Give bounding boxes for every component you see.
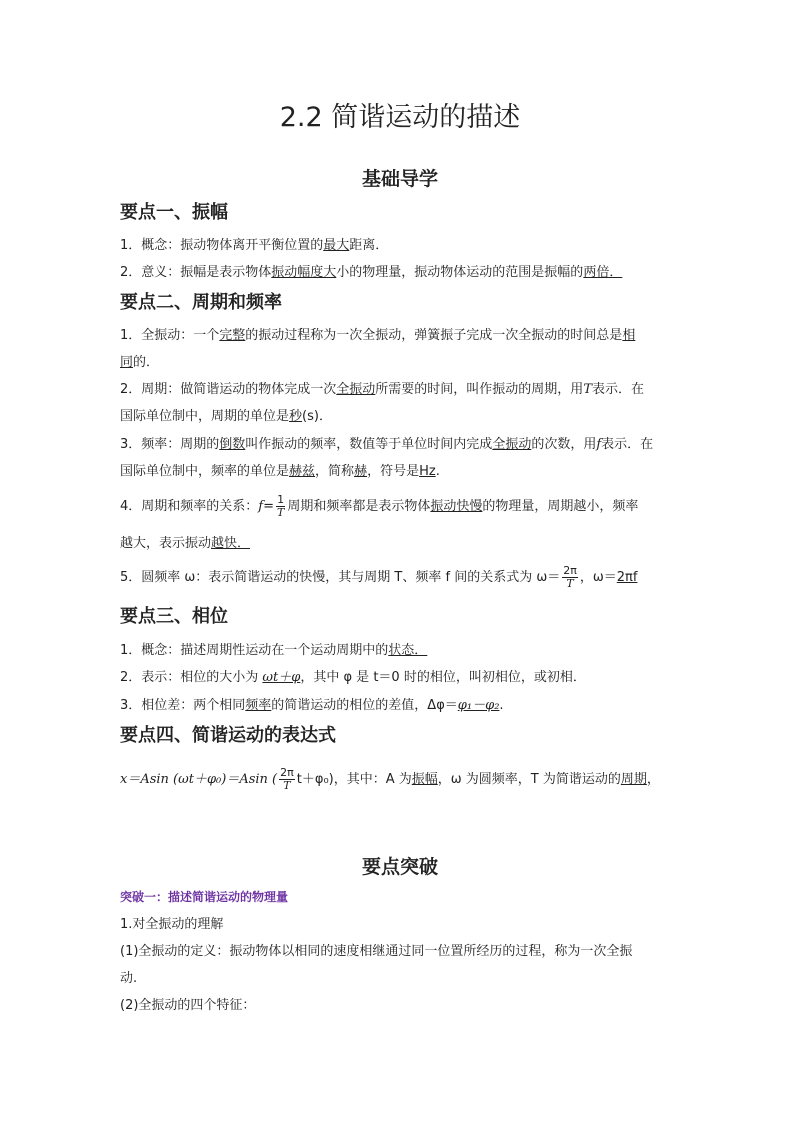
page-title: 2.2 简谐运动的描述 — [279, 102, 521, 133]
breakthrough-line-2: (1)全振动的定义：振动物体以相同的速度相继通过同一位置所经历的过程，称为一次全振 — [120, 944, 633, 959]
phase-line-3: 3．相位差：两个相同频率的简谐运动的相位的差值，Δφ＝φ₁－φ₂. — [120, 698, 504, 713]
period-line-3b: 国际单位制中，频率的单位是赫兹，简称赫，符号是Hz. — [120, 464, 440, 479]
fraction-2pi-over-T: $\frac{2\pi}{T}$ — [563, 564, 577, 590]
breakthrough-line-3: (2)全振动的四个特征： — [120, 998, 256, 1013]
period-line-3: 3．频率：周期的倒数叫作振动的频率，数值等于单位时间内完成全振动的次数，用f表示．在 — [120, 437, 654, 452]
breakthrough-line-2b: 动. — [120, 971, 138, 986]
breakthrough-heading-1: 突破一：描述简谐运动的物理量 — [120, 890, 289, 904]
heading-amplitude: 要点一、振幅 — [120, 202, 228, 223]
period-line-4: 4．周期和频率的关系：f= $\frac{1}{T}$ 周期和频率都是表示物体振动快慢的物理量，周期越小，频率 — [120, 493, 639, 519]
heading-phase: 要点三、相位 — [120, 606, 228, 627]
breakthrough-line-1: 1.对全振动的理解 — [120, 917, 224, 932]
fraction-1-over-T: $\frac{1}{T}$ — [277, 493, 285, 519]
period-line-5: 5．圆频率 ω：表示简谐运动的快慢，其与周期 T、频率 f 间的关系式为 ω＝ $\frac{2\pi}{T}$ ，ω＝2πf — [120, 564, 638, 590]
section-title-basic: 基础导学 — [361, 168, 438, 190]
period-line-2b: 国际单位制中，周期的单位是秒(s)． — [120, 409, 332, 424]
period-line-4b: 越大，表示振动越快． — [120, 536, 251, 551]
phase-line-1: 1．概念：描述周期性运动在一个运动周期中的状态． — [120, 643, 428, 658]
fraction-2pi-over-T-expr: $\frac{2\pi}{T}$ — [280, 766, 294, 792]
phase-line-2: 2．表示：相位的大小为 ωt＋φ，其中 φ 是 t＝0 时的相位，叫初相位，或初相． — [120, 670, 586, 685]
amplitude-line-2: 2．意义：振幅是表示物体振动幅度大小的物理量，振动物体运动的范围是振幅的两倍． — [120, 265, 623, 280]
heading-expression: 要点四、简谐运动的表达式 — [120, 725, 336, 746]
period-line-2: 2．周期：做简谐运动的物体完成一次全振动所需要的时间，叫作振动的周期，用T表示．在 — [120, 382, 644, 397]
amplitude-line-1: 1．概念：振动物体离开平衡位置的最大距离． — [120, 238, 389, 253]
period-line-1b: 同的． — [120, 355, 160, 370]
period-line-1: 1．全振动：一个完整的振动过程称为一次全振动，弹簧振子完成一次全振动的时间总是相 — [120, 328, 636, 343]
heading-period-frequency: 要点二、周期和频率 — [120, 292, 282, 313]
expression-line-1: x＝Asin (ωt＋φ₀)＝Asin ( $\frac{2\pi}{T}$ t＋φ₀)，其中：A 为振幅，ω 为圆频率，T 为简谐运动的周期， — [120, 766, 660, 792]
section-title-breakthrough: 要点突破 — [361, 856, 438, 878]
